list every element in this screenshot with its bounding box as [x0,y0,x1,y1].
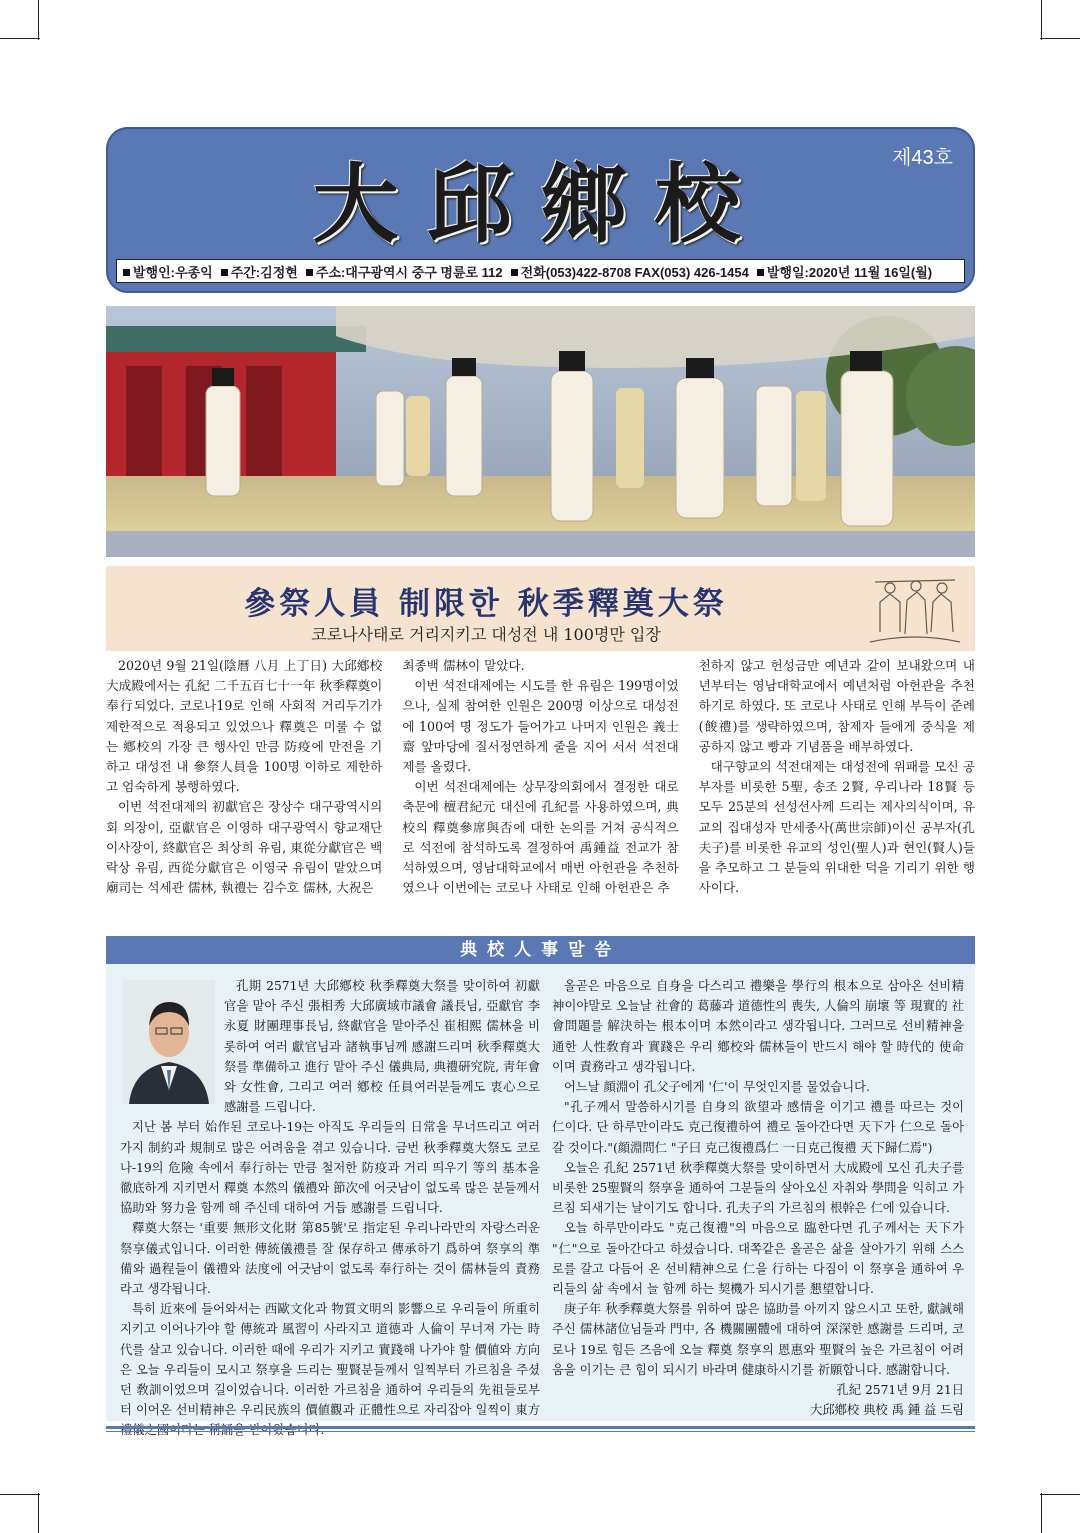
paragraph: 釋奠大祭는 '重要 無形文化財 第85號'로 指定된 우리나라만의 자랑스러운 祭享儀式입니다. 이러한 傳統儀禮를 잘 保存하고 傳承하기 爲하여 祭享의 準備와 過程들이 儀禮와 法度에 어긋남이 없도록 奉行하는 것이 儒林들의 責務라고 생각됩니다. [120,1221,540,1297]
article-column [402,656,678,918]
paragraph: 천하지 않고 헌성금만 예년과 같이 보내왔으며 내년부터는 영남대학교에서 예년처럼 아헌관을 추천하기로 하였다. 또 코로나 사태로 인해 부득이 준례(餕禮)를 생략하였으며, 참제자 들에게 중식을 제공하지 않고 빵과 기념품을 배부하였다. [698,658,975,754]
paragraph: 이번 석전대제에는 시도를 한 유림은 199명이었으나, 실제 참여한 인원은 200명 이상으로 대성전에 100여 명 정도가 들어가고 나머지 인원은 義士齋 앞마당에 질서정연하게 줄을 지어 서서 석전대제를 올렸다. [402,678,679,775]
date-info: 발행일:2020년 11월 16일(월) [757,262,932,281]
paragraph: 지난 봄 부터 始作된 코로나-19는 아직도 우리들의 日常을 무너뜨리고 여러가지 制約과 規制로 많은 어려움을 겪고 있습니다. 금번 秋季釋奠大祭도 코로나-19의 危險 속에서 奉行하는 만큼 철저한 防疫과 거리 띄우기 等의 基本을 徹底하게 지키면서 釋奠 本然의 儀禮와 節次에 어긋남이 없도록 많은 분들께서 協助와 努力을 함께 해 주신데 대하여 거듭 感謝를 드립니다. [120,1120,540,1216]
crop-mark [38,1493,39,1533]
paragraph: 특히 近來에 들어와서는 西歐文化과 物質文明의 影響으로 우리들이 所重히 지키고 이어나가야 할 傳統과 風習이 사라지고 道德과 人倫이 무너져 가는 時代를 살고 있습니다. 이러한 때에 우리가 지키고 實踐해 나가야 할 價値와 方向은 오늘 우리들이 모시고 祭享을 드리는 聖賢분들께서 일찍부터 가르침을 주셨던 敎訓이었으며 길이었습니다. 이러한 가르침을 通하여 우리들의 先祖들로부터 이어온 선비精神은 우리民族의 價値觀과 正體性으로 자리잡아 일찍이 東方 [120,1302,540,1418]
greeting-signature: 大邱鄕校 典校 禹 鍾 益 드림 [810,1403,964,1418]
paragraph: 올곧은 마음으로 自身을 다스리고 禮樂을 學行의 根本으로 삼아온 선비精神이야말로 오늘날 社會的 葛藤과 道德性의 喪失, 人倫의 崩壞 等 現實的 社會問題를 解決하는 根本이며 本然이라고 생각됩니다. 그러므로 선비精神을 通한 人性敎育과 實踐은 우리 鄕校와 儒林들이 반드시 해야 할 時代的 使命이며 責務라고 생각됩니다. [552,979,964,1074]
paragraph: 오늘 하루만이라도 "克己復禮"의 마음으로 臨한다면 孔子께서는 天下가 "仁"으로 돌아간다고 하셨습니다. 대쪽같은 올곧은 삶을 살아가기 위해 스스로를 갈고 다듬어 온 선비精神으로 仁을 行하는 다짐이 이 祭享을 通하여 우리들의 삶 속에서 늘 함께 하는 契機가 되시기를 懇望합니다. [552,1221,964,1297]
crop-mark [1040,38,1080,39]
phone-info: 전화(053)422-8708 FAX(053) 426-1454 [511,262,749,281]
publication-info-bar [116,259,965,283]
article-column [106,656,382,918]
crop-mark [0,38,40,39]
paragraph: 孔期 2571년 大邱鄕校 秋季釋奠大祭를 맞이하여 初獻官을 맡아 주신 張相秀 大邱廣域市議會 議長님, 亞獻官 李永夏 財團理事長님, 終獻官을 맡아주신 崔相熙 儒林을 비롯하여 여러 獻官님과 諸執事님께 感謝드리며 秋季釋奠大祭를 準備하고 進行 맡아 주신 儀典局, 典禮硏究院, 靑年會와 女性會, 그리고 여러 鄕校 任員여러분들께도 衷心으로 感謝를 드립니다. [224,979,540,1115]
editor-info: 주간:김정현 [221,262,298,281]
address-info: 주소:대구광역시 중구 명륜로 112 [306,262,503,281]
divider [106,1426,975,1429]
paragraph: 대구향교의 석전대제는 대성전에 위패를 모신 공부자를 비롯한 5聖, 송조 2賢, 우리나라 18賢 등 모두 25분의 선성선사께 드리는 제사의식이며, 유교의 집대성자 만세종사(萬世宗師)이신 공부자(孔夫子)를 비롯한 유교의 성인(聖人)과 현인(賢人)들을 추모하고 그 분들의 위대한 덕을 기리기 위한 행사이다. [698,759,975,896]
publisher-info: 발행인:우종익 [123,262,213,281]
headline-box [106,566,975,651]
crop-mark [38,0,39,40]
greeting-date: 孔紀 2571년 9月 21日 [836,1383,964,1398]
paragraph: 이번 석전대제의 初獻官은 장상수 대구광역시의회 의장이, 亞獻官은 이영하 대구광역시 향교재단 이사장이, 終獻官은 최상희 유림, 東從分獻官은 백락상 유림, 西從分獻官은 이영국 유림이 맡았으며 廟司는 석세관 儒林, 執禮는 김수호 儒林, 大祝은 [106,799,383,896]
crop-mark [1041,1493,1042,1533]
paragraph: 최종백 儒林이 맡았다. [402,658,525,673]
headline: 參祭人員 制限한 秋季釋奠大祭 [244,586,728,622]
issue-number: 제43호 [892,147,953,169]
article-body [106,656,975,918]
paragraph: "孔子께서 말씀하시기를 自身의 欲望과 感情을 이기고 禮를 따르는 것이 仁이다. 단 하루만이라도 克己復禮하여 禮로 돌아간다면 天下가 仁으로 돌아 갈 것이다."(顔淵問仁 "子曰 克己復禮爲仁 一日克己復禮 天下歸仁焉") [552,1100,964,1155]
crop-mark [1041,0,1042,40]
paragraph: 이번 석전대제에는 상무장의회에서 결정한 대로 축문에 檀君紀元 대신에 孔紀를 사용하였으며, 典校의 釋奠參席與否에 대한 논의를 거쳐 공식적으로 석전에 참석하도록 결정하여 禹鍾益 전교가 참석하였으며, 영남대학교에서 매번 아헌관을 추천하였으나 이번에는 코로나 사태로 인해 아헌관은 추 [402,779,679,896]
masthead [106,127,975,293]
paragraph: 오늘은 孔紀 2571년 秋季釋奠大祭를 맞이하면서 大成殿에 모신 孔夫子를 비롯한 25聖賢의 祭享을 通하여 그분들의 살아오신 자취와 學問을 익히고 가르침 되새기는 날이기도 합니다. 孔夫子의 가르침의 根幹은 仁에 있습니다. [552,1160,964,1216]
divider [106,1431,975,1432]
paragraph: 庚子年 秋季釋奠大祭를 위하여 많은 協助를 아끼지 않으시고 또한, 獻誠해 주신 儒林諸位님들과 門中, 各 機關團體에 대하여 深深한 感謝를 드리며, 코로나 19로 힘든 즈음에 오늘 釋奠 祭享의 恩惠와 聖賢의 높은 가르침이 어려움을 이기는 큰 힘이 되시기 바라며 健康하시기를 祈願합니다. 感謝합니다. [552,1302,964,1377]
ceremony-sketch-illustration [865,572,965,646]
paragraph: 어느날 顔淵이 孔父子에게 '仁'이 무엇인지를 물었습니다. [564,1080,870,1095]
ceremony-photo [106,306,975,557]
subheadline: 코로나사태로 거리지키고 대성전 내 100명만 입장 [311,625,661,644]
portrait-photo [123,980,215,1104]
crop-mark [0,1494,40,1495]
greeting-right-column [552,976,964,1416]
article-column [699,656,975,918]
crop-mark [1040,1494,1080,1495]
section-title: 典校人事말씀 [106,936,975,964]
newspaper-title: 大邱鄉校 [312,154,769,255]
paragraph: 2020년 9월 21일(陰曆 八月 上丁日) 大邱鄕校 大成殿에서는 孔紀 二千五百七十一年 秋季釋奠이 奉行되었다. 코로나19로 인해 사회적 거리두기가 제한적으로 적용되고 있었으나 釋奠은 미룰 수 없는 鄕校의 가장 큰 행사인 만큼 防疫에 만전을 기하고 대성전 내 參祭人員을 100명 이하로 제한하고 엄숙하게 봉행하였다. [106,658,383,795]
greeting-section [106,964,975,1421]
